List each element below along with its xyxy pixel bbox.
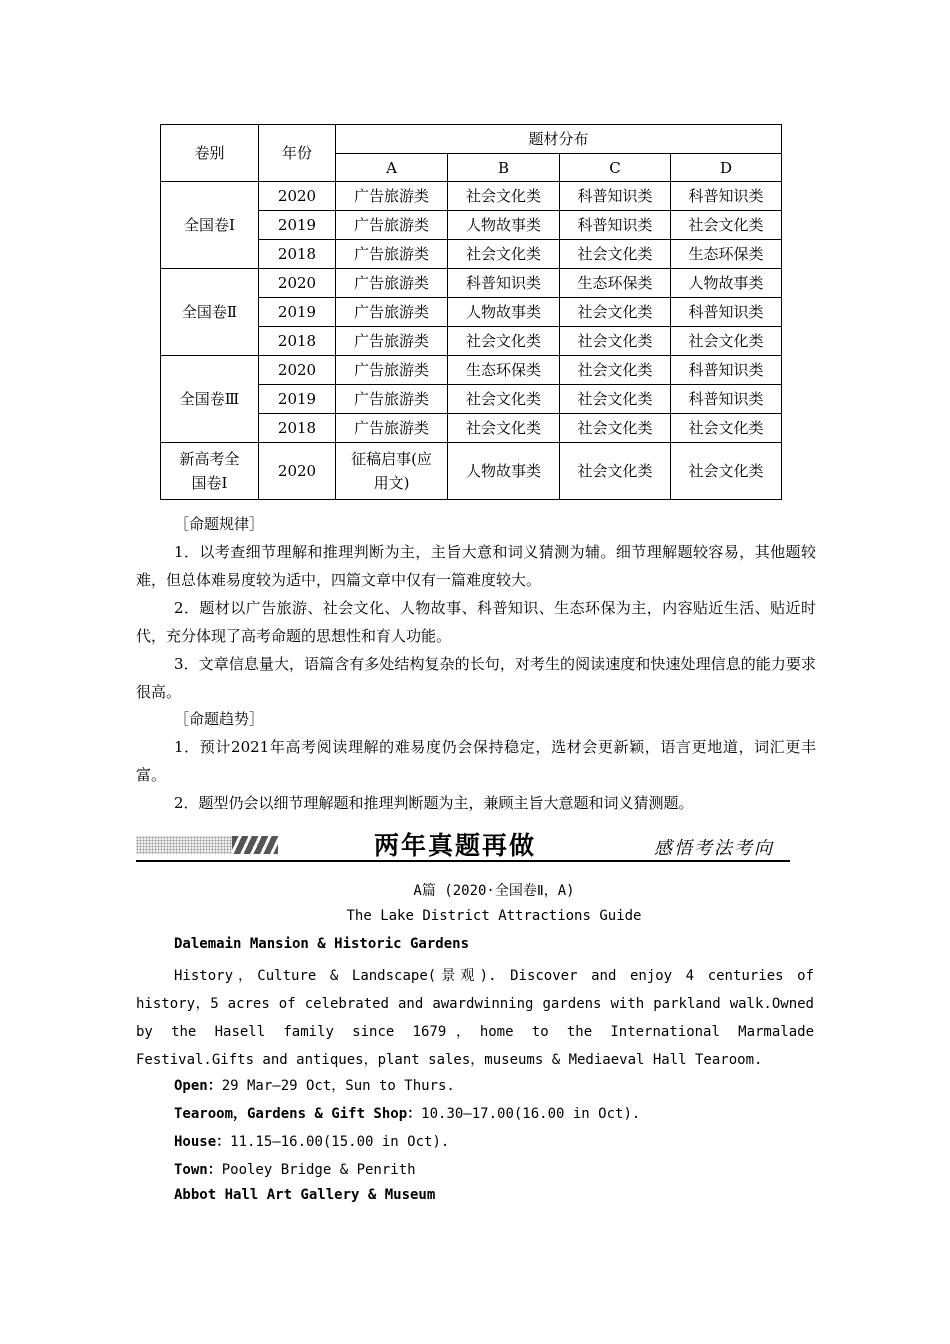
topic-cell: 社会文化类 [560,327,671,356]
open-label: Open： [174,1078,222,1094]
topic-cell: 人物故事类 [448,211,560,240]
tearoom-hours-line [174,1103,640,1123]
town-line [174,1159,416,1179]
rules-point-3: 3．文章信息量大，语篇含有多处结构复杂的长句，对考生的阅读速度和快速处理信息的能力要求很高。 [136,655,816,701]
topic-cell: 广告旅游类 [336,240,448,269]
topic-cell: 广告旅游类 [336,327,448,356]
topic-cell: 社会文化类 [560,443,671,500]
year-cell: 2020 [259,269,336,298]
trend-block [136,733,816,817]
topic-cell: 社会文化类 [448,182,560,211]
group-name [161,443,259,500]
house-label: House： [174,1134,231,1150]
topic-cell: 生态环保类 [560,269,671,298]
topic-cell: 社会文化类 [560,414,671,443]
passage-title: The Lake District Attractions Guide [346,908,642,924]
topic-cell: 社会文化类 [448,385,560,414]
banner-stripe-pattern [232,836,278,854]
banner-title: 两年真题再做 [374,831,537,860]
banner-subtitle: 感悟考法考向 [654,838,774,859]
section-heading: Abbot Hall Art Gallery & Museum [174,1187,436,1203]
group-name-line2: 国卷Ⅰ [191,474,228,492]
topic-cell: 人物故事类 [448,298,560,327]
house-value: 11.15—16.00(15.00 in Oct). [230,1134,450,1150]
tearoom-label: Tearoom，Gardens & Gift Shop： [174,1106,422,1122]
trend-point-2: 2．题型仍会以细节理解题和推理判断题为主，兼顾主旨大意题和词义猜测题。 [174,794,694,812]
topic-cell: 社会文化类 [560,298,671,327]
table-row [161,182,782,211]
header-year: 年份 [259,125,336,182]
topic-cell: 科普知识类 [560,182,671,211]
year-cell: 2018 [259,240,336,269]
open-hours-line [174,1075,455,1095]
topic-cell: 生态环保类 [448,356,560,385]
topic-cell: 广告旅游类 [336,211,448,240]
section-banner [134,826,790,864]
year-cell: 2020 [259,182,336,211]
banner-rule [136,860,790,862]
topic-cell: 社会文化类 [560,385,671,414]
topic-cell: 广告旅游类 [336,298,448,327]
table-row [161,269,782,298]
topic-cell: 广告旅游类 [336,385,448,414]
topic-cell: 生态环保类 [671,240,782,269]
topic-cell: 社会文化类 [671,211,782,240]
topic-cell: 广告旅游类 [336,356,448,385]
section-heading: Dalemain Mansion & Historic Gardens [174,936,470,952]
group-name-line1: 新高考全 [179,450,240,468]
topic-cell: 社会文化类 [671,414,782,443]
topic-cell: 科普知识类 [671,385,782,414]
year-cell: 2019 [259,385,336,414]
header-col-a: A [336,154,448,182]
year-cell: 2020 [259,356,336,385]
topic-cell: 人物故事类 [448,443,560,500]
group-name: 全国卷Ⅱ [161,269,259,356]
topic-cell: 社会文化类 [448,327,560,356]
topic-cell [336,443,448,500]
trend-heading: ［命题趋势］ [174,710,265,728]
topic-cell: 社会文化类 [560,240,671,269]
topic-cell: 广告旅游类 [336,269,448,298]
group-name: 全国卷Ⅲ [161,356,259,443]
topic-cell: 科普知识类 [671,298,782,327]
topic-cell: 科普知识类 [448,269,560,298]
town-label: Town： [174,1162,222,1178]
header-col-d: D [671,154,782,182]
topic-cell: 社会文化类 [448,240,560,269]
topic-line2: 用文) [373,474,410,492]
topic-cell: 科普知识类 [671,356,782,385]
tearoom-value: 10.30—17.00(16.00 in Oct). [421,1106,641,1122]
year-cell: 2018 [259,414,336,443]
topic-distribution-table [160,124,782,500]
open-value: 29 Mar—29 Oct，Sun to Thurs. [221,1078,455,1094]
topic-line1: 征稿启事(应 [351,450,432,468]
topic-cell: 社会文化类 [671,443,782,500]
banner-dot-pattern [136,836,232,854]
rules-block [136,538,816,706]
header-topic: 题材分布 [336,125,782,154]
topic-cell: 广告旅游类 [336,414,448,443]
table-row [161,356,782,385]
topic-cell: 社会文化类 [448,414,560,443]
passage-label: A篇 (2020·全国卷Ⅱ，A) [413,883,575,899]
rules-point-2: 2．题材以广告旅游、社会文化、人物故事、科普知识、生态环保为主，内容贴近生活、贴近时代，充分体现了高考命题的思想性和育人功能。 [136,599,816,645]
rules-heading: ［命题规律］ [174,515,265,533]
trend-point-1: 1．预计2021年高考阅读理解的难易度仍会保持稳定，选材会更新颖，语言更地道，词汇更丰富。 [136,738,816,784]
table-row [161,443,782,500]
topic-cell: 科普知识类 [671,182,782,211]
header-col-b: B [448,154,560,182]
rules-point-1: 1．以考查细节理解和推理判断为主，主旨大意和词义猜测为辅。细节理解题较容易，其他题较难，但总体难易度较为适中，四篇文章中仅有一篇难度较大。 [136,543,816,589]
year-cell: 2020 [259,443,336,500]
house-hours-line [174,1131,449,1151]
year-cell: 2018 [259,327,336,356]
year-cell: 2019 [259,211,336,240]
topic-cell: 人物故事类 [671,269,782,298]
topic-cell: 社会文化类 [671,327,782,356]
group-name: 全国卷Ⅰ [161,182,259,269]
header-col-c: C [560,154,671,182]
topic-cell: 科普知识类 [560,211,671,240]
year-cell: 2019 [259,298,336,327]
attraction-description: History，Culture & Landscape(景观). Discover and enjoy 4 centuries of history，5 acres of celebrated and awardwinning gardens with parkland walk.Owned by the Hasell family since 1679，home to the International Marmalade Festival.Gifts and antiques，plant sales，museums & Mediaeval Hall Tearoom. [136,968,814,1068]
town-value: Pooley Bridge & Penrith [221,1162,416,1178]
topic-cell: 社会文化类 [560,356,671,385]
topic-cell: 广告旅游类 [336,182,448,211]
header-juan: 卷别 [161,125,259,182]
